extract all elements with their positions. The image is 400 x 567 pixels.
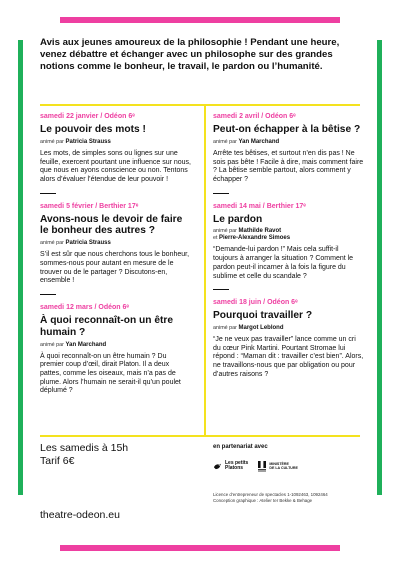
- event-description: S’il est sûr que nous cherchons tous le bonheur, sommes-nous pour autant en mesure de le trouver ou de le partager ? Discutons-en, ensemble !: [40, 251, 190, 285]
- event-description: “Demande-lui pardon !” Mais cela suffit-il toujours à arranger la situation ? Comment le pardon peut-il incarner à la fois la figure du sublime et celle du scandale ?: [213, 246, 354, 280]
- event-host: [213, 325, 365, 332]
- event-host: [213, 228, 365, 242]
- yellow-divider-bottom: [40, 435, 360, 437]
- event-betise: [213, 112, 365, 185]
- event-date: samedi 18 juin / Odéon 6ᵉ: [213, 299, 298, 307]
- host-prefix: animé par: [213, 138, 237, 145]
- ministere-culture-logo: [258, 461, 298, 472]
- host-name: Margot Leblond: [238, 325, 284, 332]
- event-date: samedi 5 février / Berthier 17ᵉ: [40, 202, 139, 210]
- event-travailler: [213, 298, 365, 379]
- event-separator: [213, 193, 229, 194]
- event-title: Peut-on échapper à la bêtise ?: [213, 124, 361, 135]
- partners-block: [213, 444, 363, 504]
- bottom-pink-bar: [60, 545, 340, 551]
- host-name: Mathilde Ravot: [238, 228, 282, 235]
- schedule-days: Les samedis à 15h: [40, 442, 129, 454]
- event-title: Avons-nous le devoir de faire le bonheur des autres ?: [40, 213, 183, 237]
- event-description: Les mots, de simples sons ou lignes sur une feuille, exercent pourtant une influence sur nous, que nous en ayons conscience ou non. Tentons alors d’évaluer l’étendue de leur pouvoir !: [40, 149, 191, 183]
- event-etre-humain: [40, 303, 192, 396]
- event-host: [40, 240, 192, 247]
- partner-logos: [213, 454, 363, 478]
- host2-prefix: et: [213, 235, 218, 242]
- legal-line-1: Licence d’entrepreneur de spectacles 1-1092463, 1092464: [213, 492, 328, 497]
- les-petits-platons-logo: [213, 461, 248, 472]
- top-pink-bar: [60, 17, 340, 23]
- schedule-block: [40, 442, 200, 468]
- events-left-column: [40, 112, 192, 396]
- yellow-divider-top: [40, 104, 360, 106]
- event-bonheur-des-autres: [40, 202, 192, 286]
- host-prefix: animé par: [40, 341, 64, 348]
- host-prefix: animé par: [213, 228, 237, 235]
- event-description: À quoi reconnaît-on un être humain ? Du premier coup d’œil, dirait Platon. Il a deux pattes, comme les oiseaux, mais n’a pas de plume. Alors l’humain ne serait-il qu’un poulet déplumé ?: [40, 352, 181, 395]
- yellow-divider-vertical: [204, 104, 206, 435]
- event-description: Arrête tes bêtises, et surtout n’en dis pas ! Ne sois pas bête ! Facile à dire, mais comment faire ? La bêtise semble partout, alors comment y échapper ?: [213, 149, 364, 183]
- event-date: samedi 12 mars / Odéon 6ᵉ: [40, 304, 130, 312]
- partner2-line2: DE LA CULTURE: [269, 466, 298, 470]
- event-date: samedi 14 mai / Berthier 17ᵉ: [213, 202, 306, 210]
- partner2-line1: MINISTÈRE: [269, 461, 289, 466]
- legal-notice: [213, 492, 363, 504]
- host-name: Patricia Strauss: [65, 138, 111, 145]
- host-prefix: animé par: [40, 240, 64, 247]
- left-green-bar: [18, 40, 23, 495]
- host-name: Yan Marchand: [238, 138, 280, 145]
- events-right-column: [213, 112, 365, 380]
- marianne-icon: [258, 461, 266, 472]
- event-separator: [40, 193, 56, 194]
- bird-icon: [213, 462, 222, 470]
- schedule-price: Tarif 6€: [40, 455, 75, 467]
- event-date: samedi 2 avril / Odéon 6ᵉ: [213, 113, 296, 120]
- host-name: Yan Marchand: [65, 341, 107, 348]
- partner1-line1: Les petits: [225, 459, 249, 466]
- host-prefix: animé par: [40, 138, 64, 145]
- host2-name: Pierre-Alexandre Simoes: [219, 235, 291, 242]
- partner-label: en partenariat avec: [213, 444, 268, 450]
- event-title: Le pardon: [213, 213, 263, 225]
- website-link[interactable]: theatre-odeon.eu: [40, 509, 120, 521]
- event-separator: [40, 294, 56, 295]
- partner1-line2: Platons: [225, 465, 244, 471]
- host-prefix: animé par: [213, 325, 237, 332]
- event-pouvoir-des-mots: [40, 112, 192, 185]
- event-date: samedi 22 janvier / Odéon 6ᵉ: [40, 113, 135, 120]
- event-title: Le pouvoir des mots !: [40, 124, 146, 135]
- event-pardon: [213, 202, 365, 282]
- event-host: [213, 139, 365, 146]
- host-name: Patricia Strauss: [65, 240, 111, 247]
- event-title: Pourquoi travailler ?: [213, 310, 313, 322]
- intro-text: Avis aux jeunes amoureux de la philosophie ! Pendant une heure, venez débattre et échanger avec un philosophe sur des grandes notions comme le bonheur, le travail, le pardon ou l’humanité.: [40, 37, 340, 73]
- event-description: “Je ne veux pas travailler” lance comme un cri du cœur Pink Martini. Pourtant Stromae lui répond : “Maman dit : travailler c’est bien”. Alors, ne travaillons-nous que par obligation ou pour d’autres raisons ?: [213, 336, 364, 378]
- event-separator: [213, 289, 229, 290]
- event-host: [40, 139, 192, 146]
- event-host: [40, 342, 192, 349]
- event-title: À quoi reconnaît-on un être humain ?: [40, 315, 174, 338]
- legal-line-2: Conception graphique : Atelier ter Bekke & Behage: [213, 498, 313, 503]
- right-green-bar: [377, 40, 382, 495]
